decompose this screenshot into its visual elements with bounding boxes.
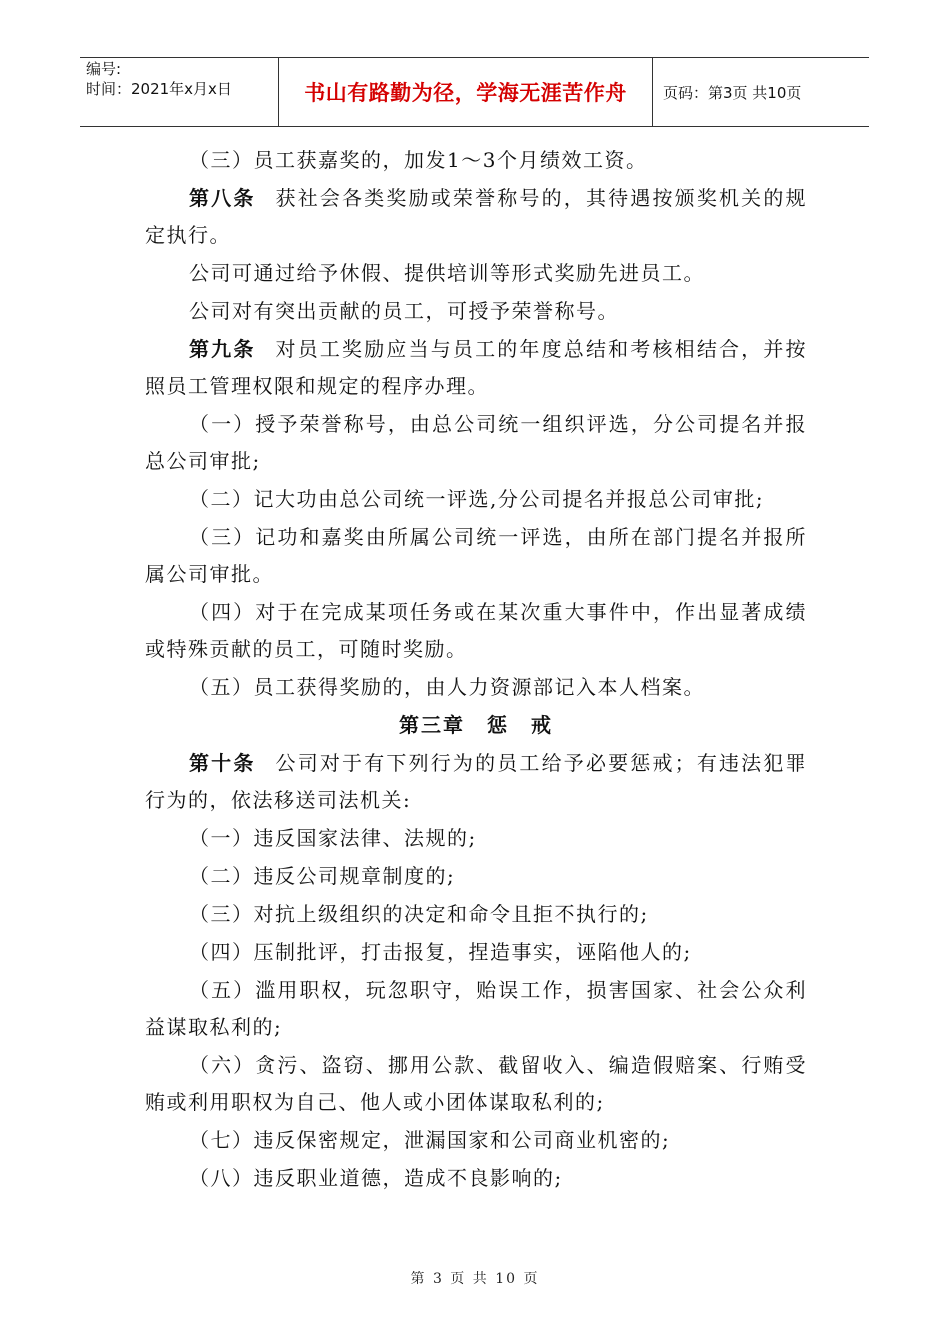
paragraph [145,858,807,895]
paragraph [145,972,807,1046]
paragraph-text: （二）违反公司规章制度的; [189,864,456,888]
paragraph [145,142,807,179]
paragraph-text: （八）违反职业道德，造成不良影响的; [189,1166,563,1190]
paragraph [145,1047,807,1121]
paragraph-text: （五）滥用职权，玩忽职守，贻误工作，损害国家、社会公众利益谋取私利的; [145,978,807,1039]
header-page-label: 页码：第3页 共10页 [663,83,802,102]
paragraph-text: （三）员工获嘉奖的，加发1～3个月绩效工资。 [189,148,648,172]
paragraph [145,255,807,292]
chapter-heading: 第三章 惩 戒 [399,713,553,737]
paragraph-text: （六）贪污、盗窃、挪用公款、截留收入、编造假赔案、行贿受贿或利用职权为自己、他人或小团体谋取私利的; [145,1053,807,1114]
paragraph-text: （二）记大功由总公司统一评选,分公司提名并报总公司审批; [189,487,765,511]
document-number-label: 编号: [86,60,122,78]
paragraph-text: （三）记功和嘉奖由所属公司统一评选，由所在部门提名并报所属公司审批。 [145,525,807,586]
paragraph [145,1160,807,1197]
document-date-label: 时间：2021年x月x日 [86,80,232,98]
paragraph-text: （三）对抗上级组织的决定和命令且拒不执行的; [189,902,649,926]
article-paragraph [145,331,807,405]
paragraph [145,481,807,518]
paragraph [145,406,807,480]
paragraph-text: 对员工奖励应当与员工的年度总结和考核相结合，并按照员工管理权限和规定的程序办理。 [145,337,808,398]
paragraph-text: （五）员工获得奖励的，由人力资源部记入本人档案。 [189,675,705,699]
header-motto: 书山有路勤为径，学海无涯苦作舟 [279,58,653,126]
article-number: 第十条 [189,751,256,775]
paragraph [145,934,807,971]
paragraph [145,896,807,933]
paragraph [145,1122,807,1159]
header-info-cell [80,58,279,126]
paragraph-text: （四）压制批评，打击报复，捏造事实，诬陷他人的; [189,940,692,964]
article-number: 第九条 [189,337,256,361]
paragraph-text: （七）违反保密规定，泄漏国家和公司商业机密的; [189,1128,671,1152]
paragraph [145,293,807,330]
paragraph [145,669,807,706]
page-header [80,57,869,127]
article-number: 第八条 [189,186,256,210]
paragraph [145,820,807,857]
paragraph-text: 获社会各类奖励或荣誉称号的，其待遇按颁奖机关的规定执行。 [145,186,808,247]
document-body [145,142,807,1198]
paragraph-text: 公司对有突出贡献的员工，可授予荣誉称号。 [189,299,619,323]
paragraph [145,519,807,593]
paragraph-text: （四）对于在完成某项任务或在某次重大事件中，作出显著成绩或特殊贡献的员工，可随时奖励。 [145,600,807,661]
article-paragraph [145,745,807,819]
paragraph-text: 公司可通过给予休假、提供培训等形式奖励先进员工。 [189,261,705,285]
paragraph-text: （一）违反国家法律、法规的; [189,826,477,850]
paragraph-text: （一）授予荣誉称号，由总公司统一组织评选，分公司提名并报总公司审批; [145,412,807,473]
article-paragraph [145,180,807,254]
page-footer: 第 3 页 共 10 页 [410,1271,540,1287]
paragraph-text: 公司对于有下列行为的员工给予必要惩戒；有违法犯罪行为的，依法移送司法机关: [145,751,808,812]
paragraph [145,594,807,668]
